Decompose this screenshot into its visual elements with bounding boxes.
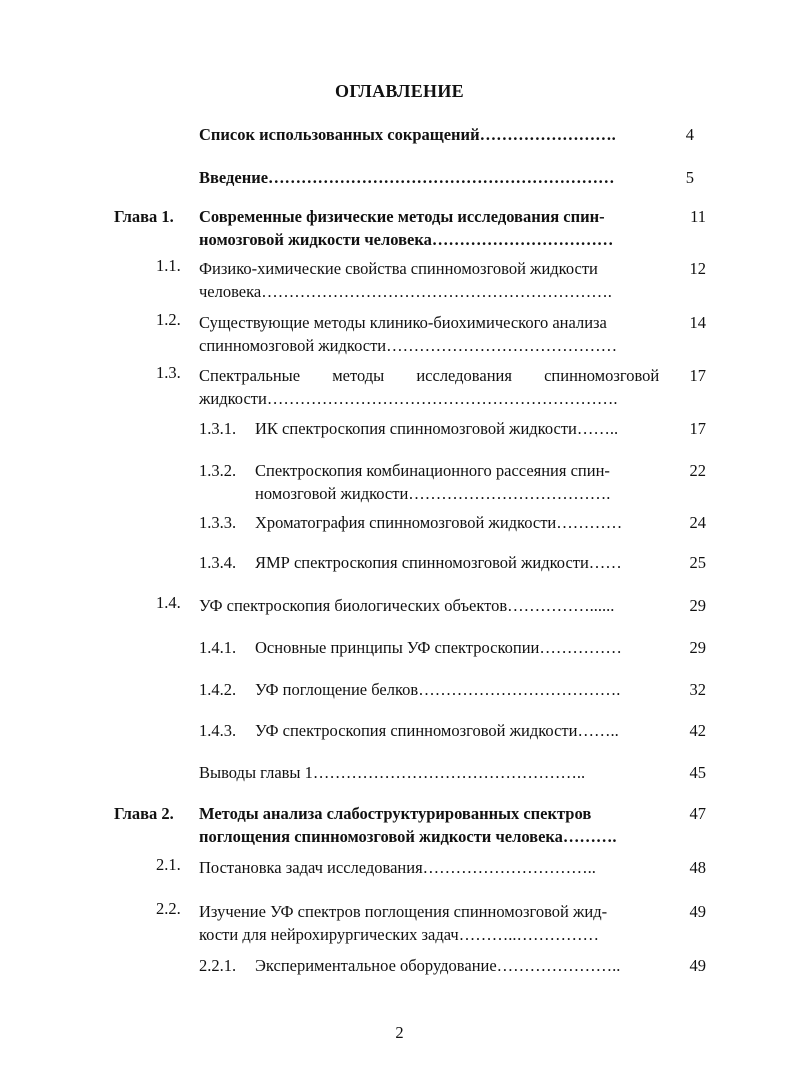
toc-entry-label: 1.2. — [156, 310, 181, 329]
toc-entry-page: 5 — [685, 168, 694, 187]
toc-entry-text: Существующие методы клинико-биохимического анализа — [199, 313, 607, 332]
toc-entry-label: 2.2.1. — [199, 956, 237, 975]
toc-entry-page: 49 — [689, 956, 706, 975]
toc-entry-label: 2.1. — [156, 855, 181, 874]
toc-entry-text-cont: спинномозговой жидкости…………………………………… — [199, 336, 618, 355]
toc-entry-label: 1.4.2. — [199, 680, 237, 699]
toc-entry-text: Основные принципы УФ спектроскопии…………… — [255, 638, 622, 657]
toc-entry-page: 32 — [689, 680, 706, 699]
toc-entry-label: 1.1. — [156, 256, 181, 275]
toc-entry-text: Изучение УФ спектров поглощения спинномозговой жид- — [199, 902, 608, 921]
toc-entry-text: Методы анализа слабоструктурированных спектров — [199, 804, 592, 823]
toc-entry-label: 1.3.3. — [199, 513, 237, 532]
toc-entry-text: Список использованных сокращений……………………. — [199, 125, 616, 144]
toc-entry-text: ЯМР спектроскопия спинномозговой жидкости…… — [255, 553, 622, 572]
toc-entry-label: 1.4.1. — [199, 638, 237, 657]
toc-entry-page: 22 — [689, 461, 706, 480]
toc-entry-label: Глава 1. — [114, 207, 174, 226]
toc-entry-label: 2.2. — [156, 899, 181, 918]
toc-entry-text: УФ спектроскопия спинномозговой жидкости…….. — [255, 721, 619, 740]
toc-entry-text-cont: кости для нейрохирургических задач………..…………… — [199, 925, 599, 944]
toc-entry-page: 42 — [689, 721, 706, 740]
toc-entry-page: 29 — [689, 596, 706, 615]
toc-entry-text: УФ спектроскопия биологических объектов……………...... — [199, 596, 615, 615]
toc-entry-text: Постановка задач исследования………………………….. — [199, 858, 596, 877]
toc-entry-label: 1.3.4. — [199, 553, 237, 572]
toc-entry-page: 29 — [689, 638, 706, 657]
toc-entry-text-cont: человека………………………………………………………. — [199, 282, 612, 301]
toc-entry-page: 45 — [689, 763, 706, 782]
page-number: 2 — [395, 1023, 404, 1042]
toc-entry-label: 1.3.2. — [199, 461, 237, 480]
toc-entry-text: Спектральные методы исследования спинномозговой — [199, 366, 660, 385]
toc-entry-page: 17 — [689, 366, 706, 385]
toc-entry-page: 49 — [689, 902, 706, 921]
toc-entry-page: 47 — [689, 804, 706, 823]
toc-entry-text-cont: жидкости………………………………………………………. — [199, 389, 618, 408]
toc-entry-text: Современные физические методы исследования спин- — [199, 207, 605, 226]
toc-entry-text: Хроматография спинномозговой жидкости………… — [255, 513, 623, 532]
toc-entry-page: 12 — [689, 259, 706, 278]
toc-entry-page: 24 — [689, 513, 706, 532]
toc-entry-page: 48 — [689, 858, 706, 877]
toc-entry-text: Выводы главы 1………………………………………….. — [199, 763, 586, 782]
toc-entry-text: Физико-химические свойства спинномозговой жидкости — [199, 259, 598, 278]
toc-entry-text-cont: поглощения спинномозговой жидкости человека………. — [199, 827, 617, 846]
toc-entry-page: 4 — [685, 125, 694, 144]
toc-entry-label: 1.3. — [156, 363, 181, 382]
toc-entry-text: ИК спектроскопия спинномозговой жидкости…….. — [255, 419, 619, 438]
toc-entry-text-cont: номозговой жидкости человека…………………………… — [199, 230, 614, 249]
toc-entry-text: Спектроскопия комбинационного рассеяния спин- — [255, 461, 610, 480]
toc-entry-page: 17 — [689, 419, 706, 438]
toc-entry-text: УФ поглощение белков………………………………. — [255, 680, 621, 699]
toc-entry-label: 1.4. — [156, 593, 181, 612]
toc-entry-text: Введение……………………………………………………… — [199, 168, 615, 187]
toc-entry-label: 1.3.1. — [199, 419, 237, 438]
toc-entry-page: 25 — [689, 553, 706, 572]
toc-entry-page: 14 — [689, 313, 706, 332]
toc-entry-label: Глава 2. — [114, 804, 174, 823]
toc-entry-label: 1.4.3. — [199, 721, 237, 740]
toc-entry-page: 11 — [690, 207, 706, 226]
toc-entry-text-cont: номозговой жидкости………………………………. — [255, 484, 611, 503]
toc-entry-text: Экспериментальное оборудование………………….. — [255, 956, 621, 975]
page-title: ОГЛАВЛЕНИЕ — [335, 81, 464, 101]
